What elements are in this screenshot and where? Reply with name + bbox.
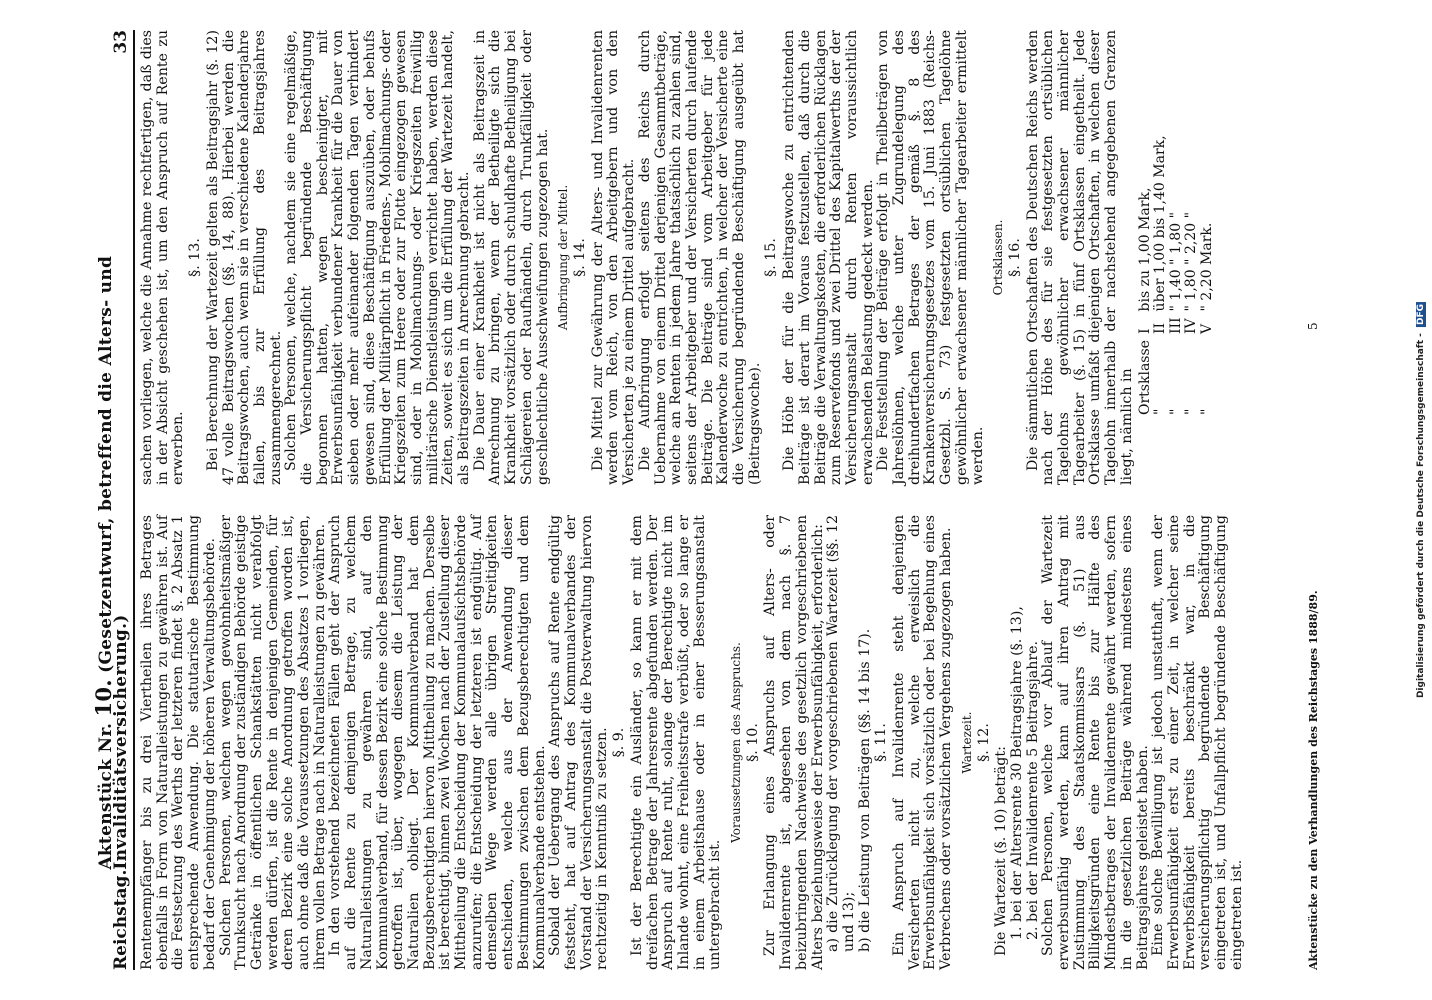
table-cell: " 1,80 " 2,20 " — [1183, 211, 1200, 312]
section-number: §. 16. — [1006, 238, 1023, 277]
signature-mark: 5 — [1306, 322, 1320, 330]
section-number: §. 15. — [763, 238, 780, 277]
list-item: 2. bei der Invalidenrente 5 Beitragsjahre. — [1024, 640, 1041, 940]
section-number: §. 11. — [873, 723, 890, 762]
left-column — [140, 515, 1246, 970]
paragraph: Solchen Personen, welche, nachdem sie eine regelmäßige, die Versicherungspflicht begründende Beschäftigung begonnen hatten, wegen bescheinigter, mit Erwerbsunfähigkeit verbundener Krankheit für die Dauer von sieben oder mehr aufeinander folgenden Tagen verhindert gewesen sind, diese Beschäftigung auszuüben, oder behufs Erfüllung der Militärpflicht in Friedens-, Mobilmachungs- oder Kriegszeiten zum Heere oder zur Flotte eingezogen gewesen sind, oder in Mobilmachungs- oder Kriegszeiten freiwillig militärische Dienstleistungen verrichtet haben, werden diese Zeiten, soweit es sich um die Erfüllung der Wartezeit handelt, als Beitragszeiten in Anrechnung gebracht. — [283, 30, 473, 485]
table-cell: " — [1183, 408, 1200, 415]
table-row — [1153, 129, 1169, 415]
list-item: a) die Zurücklegung der vorgeschriebenen Wartezeit (§§. 12 und 13); — [825, 515, 857, 952]
header-title — [90, 54, 132, 870]
table-row — [1184, 129, 1200, 415]
table-cell: " — [1198, 408, 1215, 415]
header-document-number: 10. — [90, 679, 116, 717]
paragraph: Die Feststellung der Beiträge erfolgt in Theilbeträgen von Jahreslöhnen, welche unter Zugrundelegung des dreihundertfachen Betrages der gemäß §. 8 des Krankenversicherungsgesetzes vom 15. Juni 1883 (Reichs-Gesetzbl. S. 73) festgesetzten ortsüblichen Tagelöhne gewöhnlicher erwachsener männlicher Tagearbeiter ermittelt werden. — [875, 30, 986, 485]
table-cell: " 1,40 " 1,80 " — [1167, 211, 1184, 312]
table-cell: V — [1198, 323, 1215, 335]
section-number: §. 14. — [571, 238, 588, 277]
running-header — [90, 30, 135, 970]
paragraph: Sobald der Uebergang des Anspruchs auf Rente endgültig feststeht, hat auf Antrag des Kommunalverbandes der Vorstand der Versicherungsanstalt die Postverwaltung hiervon rechtzeitig in Kenntniß zu setzen. — [547, 515, 611, 970]
section-number: §. 9. — [611, 727, 628, 758]
wage-class-table — [1138, 129, 1216, 415]
dfg-logo: DFG — [1416, 303, 1426, 325]
paragraph: Die Mittel zur Gewährung der Alters- und Invalidenrenten werden vom Reich, von den Arbeitgebern und von den Versicherten je zu einem Drittel aufgebracht. — [589, 30, 638, 485]
paragraph: Solchen Personen, welchen wegen gewohnheitsmäßiger Trunksucht nach Anordnung der zuständigen Behörde geistige Getränke in öffentlichen Schankstätten nicht verabfolgt werden dürfen, ist die Rente in denjenigen Gemeinden, für deren Bezirk eine solche Anordnung getroffen worden ist, auch ohne daß die Voraussetzungen des Absatzes 1 vorliegen, ihrem vollen Betrage nach in Naturalleistungen zu gewähren. — [217, 515, 328, 970]
paragraph: Ein Anspruch auf Invalidenrente steht denjenigen Versicherten nicht zu, welche erweislich die Erwerbsunfähigkeit sich vorsätzlich oder bei Begehung eines Verbrechens oder vorsätzlichen Vergehens zugezogen haben. — [891, 515, 955, 970]
table-cell: " — [1167, 408, 1184, 415]
section-number: §. 13. — [187, 238, 204, 277]
paragraph: Eine solche Bewilligung ist jedoch unstatthaft, wenn der Erwerbsunfähigkeit erst zu einer Zeit, in welcher seine Erwerbsfähigkeit bereits beschränkt war, in die versicherungspflichtig begründende Beschäftigung eingetreten ist, und Unfallpflicht begründende Beschäftigung eingetreten ist. — [1150, 515, 1245, 970]
paragraph: Zur Erlangung eines Anspruchs auf Alters- oder Invalidenrente ist, abgesehen von dem nach §. 7 beizubringenden Nachweise des gesetzlich vorgeschriebenen Alters beziehungsweise der Erwerbsunfähigkeit, erforderlich: — [762, 515, 826, 970]
table-cell: IV — [1183, 318, 1200, 335]
paragraph: In den vorstehend bezeichneten Fällen geht der Anspruch auf die Rente zu demjenigen Betrage, zu welchem Naturalleistungen zu gewähren sind, auf den Kommunalverband, für dessen Bezirk eine solche Bestimmung getroffen ist, über, wogegen diesem die Leistung der Naturalien obliegt. Der Kommunalverband hat dem Bezugsberechtigten hiervon Mittheilung zu machen. Derselbe ist berechtigt, binnen zwei Wochen nach der Zustellung dieser Mittheilung die Entscheidung der Kommunalaufsichtsbehörde anzurufen; die Entscheidung der letzteren ist endgültig. Auf demselben Wege werden alle übrigen Streitigkeiten entschieden, welche aus der Anwendung dieser Bestimmungen zwischen dem Bezugsberechtigten und dem Kommunalverbande entstehen. — [327, 515, 548, 970]
paragraph: Die sämmtlichen Ortschaften des Deutschen Reichs werden nach der Höhe des für sie festgesetzten ortsüblichen Tagelohns gewöhnlicher erwachsener männlicher Tagearbeiter (§. 15) in fünf Ortsklassen eingetheilt. Jede Ortsklasse umfaßt diejenigen Ortschaften, in welchen dieser Tagelohn innerhalb der nachstehend angegebenen Grenzen liegt, nämlich in — [1024, 30, 1135, 485]
paragraph: Rentenempfänger bis zu drei Viertheilen ihres Betrages ebenfalls in Form von Naturalleistungen zu gewähren ist. Auf die Festsetzung des Werths der letzteren findet §. 2 Absatz 1 entsprechende Anwendung. Die statutarische Bestimmung bedarf der Genehmigung der höheren Verwaltungsbehörde. — [139, 515, 218, 970]
section-number: §. 12. — [975, 723, 992, 762]
paragraph: Die Höhe der für die Beitragswoche zu entrichtenden Beiträge ist derart im Voraus festzustellen, daß durch die Beiträge die Verwaltungskosten, die erforderlichen Rücklagen zum Reservefonds und zwei Drittel des Kapitalwerths der der Versicherungsanstalt durch Renten voraussichtlich erwachsenden Belastung gedeckt werden. — [781, 30, 876, 485]
section-number: §. 10. — [744, 723, 761, 762]
digitization-notice — [1416, 302, 1426, 698]
section-heading: Voraussetzungen des Anspruchs. — [729, 642, 744, 843]
right-column — [140, 30, 1246, 485]
footer-note: Aktenstücke zu den Verhandlungen des Reichstages 1888/89. — [1307, 590, 1320, 970]
table-cell: " 2,20 Mark. — [1198, 222, 1215, 312]
header-left: Reichstag. — [111, 869, 132, 970]
header-title-post: (Gesetzentwurf, betreffend die Alters- und Invaliditätsversicherung.) — [95, 255, 132, 870]
table-cell: III — [1167, 317, 1184, 335]
list-item: 1. bei der Altersrente 30 Beitragsjahre (§. 13), — [1008, 606, 1025, 940]
text-columns — [140, 30, 1246, 970]
section-heading: Wartezeit. — [959, 711, 974, 774]
header-page-number: 33 — [111, 30, 132, 54]
table-cell: " — [1152, 408, 1169, 415]
table-cell: II — [1152, 322, 1169, 335]
table-cell: I — [1136, 328, 1153, 335]
section-heading: Aufbringung der Mittel. — [556, 184, 571, 331]
paragraph: Ist der Berechtigte ein Ausländer, so kann er mit dem dreifachen Betrage der Jahresrente abgefunden werden. Der Anspruch auf Rente ruht, solange der Berechtigte nicht im Inlande wohnt, eine Freiheitsstrafe verbüßt, oder so lange er in einem Arbeitshause oder in einer Besserungsanstalt untergebracht ist. — [628, 515, 724, 970]
rotated-document — [66, 30, 1366, 970]
table-cell: Ortsklasse — [1136, 340, 1153, 415]
section-heading: Ortsklassen. — [991, 219, 1006, 296]
table-cell: über 1,00 bis 1,40 Mark, — [1152, 135, 1169, 312]
digitization-text: Digitalisierung gefördert durch die Deutsche Forschungsgemeinschaft - — [1416, 333, 1426, 699]
table-cell: bis zu 1,00 Mark, — [1136, 187, 1153, 312]
paragraph: Die Dauer einer Krankheit ist nicht als Beitragszeit in Anrechnung zu bringen, wenn der Betheiligte sich die Krankheit vorsätzlich oder durch schuldhafte Betheiligung bei Schlägereien oder Raufhändeln, durch Trunkfälligkeit oder geschlechtliche Ausschweifungen zugezogen hat. — [471, 30, 551, 485]
table-row — [1169, 129, 1185, 415]
header-title-pre: Aktenstück Nr. — [95, 722, 116, 870]
paragraph: Bei Berechnung der Wartezeit gelten als Beitragsjahr (§. 12) 47 volle Beitragswochen (§§. 14, 88). Hierbei werden die Beitragswochen, auch wenn sie in verschiedene Kalenderjahre fallen, bis zur Erfüllung des Beitragsjahres zusammengerechnet. — [204, 30, 284, 485]
paragraph: Solchen Personen, welche vor Ablauf der Wartezeit erwerbsunfähig werden, kann auf ihren Antrag mit Zustimmung des Staatskommissars (§. 51) aus Billigkeitsgründen eine Rente bis zur Hälfte des Mindestbetrages der Invalidenrente gewährt werden, sofern in die gesetzlichen Beiträge während mindestens eines Beitragsjahres geleistet haben. — [1040, 515, 1151, 970]
paragraph: Die Aufbringung erfolgt seitens des Reichs durch Uebernahme von einem Drittel derjenigen Gesammtbeträge, welche an Renten in jedem Jahre thatsächlich zu zahlen sind, seitens der Arbeitgeber und der Versicherten durch laufende Beiträge. Die Beiträge sind vom Arbeitgeber für jede Kalenderwoche zu entrichten, in welcher der Versicherte eine die Versicherung begründende Beschäftigung ausgeübt hat (Beitragswoche). — [636, 30, 763, 485]
paragraph: Die Wartezeit (§. 10) beträgt: — [993, 746, 1010, 956]
list-item: b) die Leistung von Beiträgen (§§. 14 bis 17). — [856, 628, 873, 952]
table-row — [1138, 129, 1154, 415]
table-row — [1200, 129, 1216, 415]
paragraph: sachen vorliegen, welche die Annahme rechtfertigen, daß dies in der Absicht geschehen ist, um den Anspruch auf Rente zu erwerben. — [139, 30, 187, 485]
